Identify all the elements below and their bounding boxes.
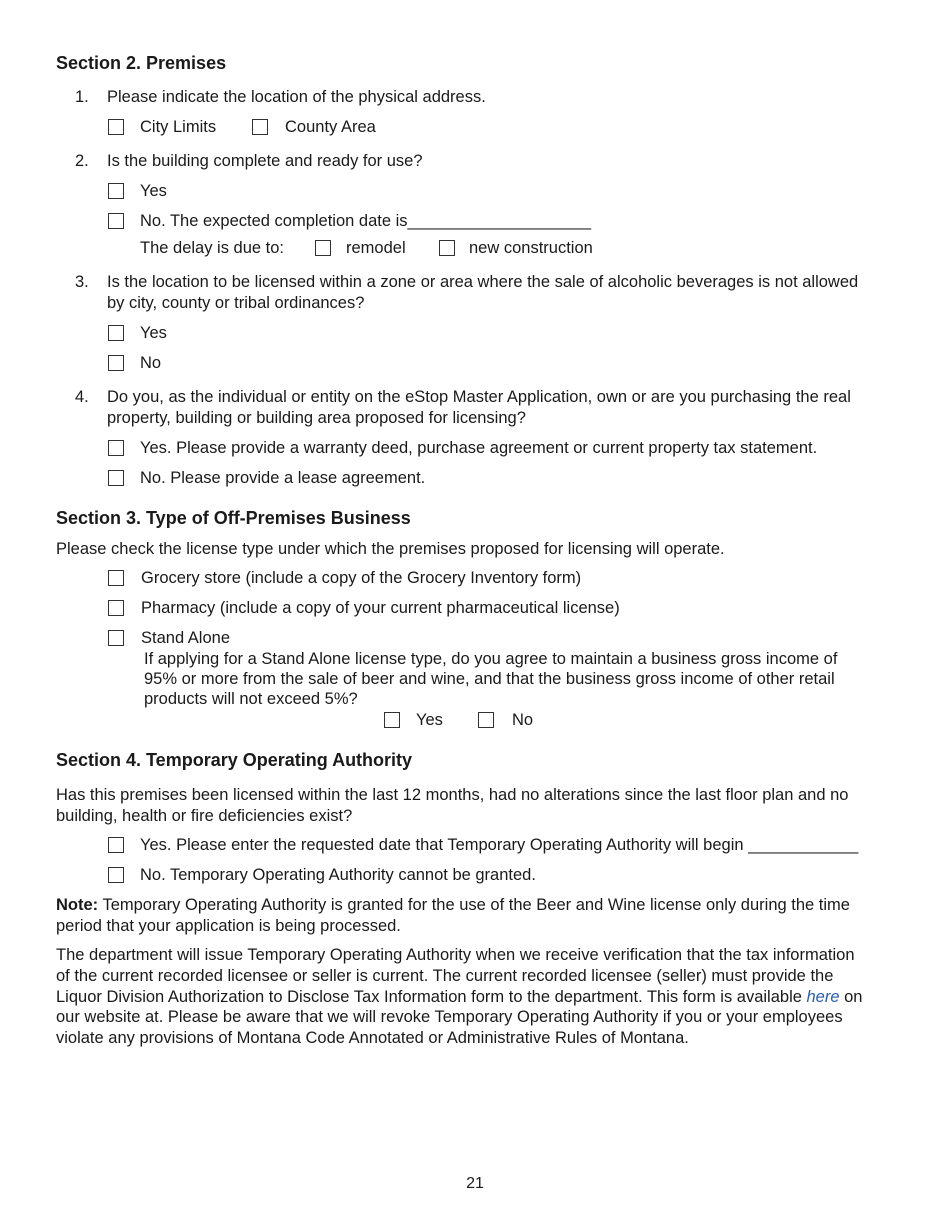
delay-label: The delay is due to: xyxy=(140,239,285,257)
q4-number: 4. xyxy=(75,388,89,406)
toa-paragraph-line4: our website at. Please be aware that we will revoke Temporary Operating Authority if you or your employees xyxy=(56,1008,843,1026)
stand-alone-text-line1: If applying for a Stand Alone license type, do you agree to maintain a business gross income of xyxy=(144,650,838,668)
new-construction-label: new construction xyxy=(469,239,593,257)
county-area-checkbox[interactable] xyxy=(252,119,268,135)
toa-paragraph-line2: of the current recorded licensee or seller is current. The current recorded licensee (seller) must provide the xyxy=(56,967,834,985)
note-text: Temporary Operating Authority is granted for the use of the Beer and Wine license only during the time xyxy=(98,896,850,914)
toa-paragraph-line3 xyxy=(56,988,862,1007)
page-number: 21 xyxy=(466,1175,484,1192)
note-line2: period that your application is being processed. xyxy=(56,917,401,935)
q4-text-line1: Do you, as the individual or entity on the eStop Master Application, own or are you purchasing the real xyxy=(107,388,851,406)
toa-paragraph-line1: The department will issue Temporary Operating Authority when we receive verification that the tax information xyxy=(56,946,855,964)
toa-yes-checkbox[interactable] xyxy=(108,837,124,853)
building-complete-no-checkbox[interactable] xyxy=(108,213,124,229)
zone-restricted-no-label: No xyxy=(140,354,162,372)
q4-text-line2: property, building or building area proposed for licensing? xyxy=(107,409,526,427)
city-limits-label: City Limits xyxy=(140,118,217,136)
zone-restricted-no-checkbox[interactable] xyxy=(108,355,124,371)
here-link[interactable]: here xyxy=(806,988,840,1006)
q2-text: Is the building complete and ready for use? xyxy=(107,152,423,170)
stand-alone-no-label: No xyxy=(512,711,534,729)
zone-restricted-yes-label: Yes xyxy=(140,324,167,342)
county-area-label: County Area xyxy=(285,118,376,136)
stand-alone-label: Stand Alone xyxy=(141,629,230,647)
q1-number: 1. xyxy=(75,88,89,106)
q1-text: Please indicate the location of the physical address. xyxy=(107,88,486,106)
toa-no-label: No. Temporary Operating Authority cannot be granted. xyxy=(140,866,536,884)
own-property-yes-label: Yes. Please provide a warranty deed, purchase agreement or current property tax statement. xyxy=(140,439,818,457)
section2-heading: Section 2. Premises xyxy=(56,53,227,73)
stand-alone-no-checkbox[interactable] xyxy=(478,712,494,728)
grocery-store-checkbox[interactable] xyxy=(108,570,124,586)
section4-heading: Section 4. Temporary Operating Authority xyxy=(56,750,413,770)
own-property-no-checkbox[interactable] xyxy=(108,470,124,486)
section3-heading: Section 3. Type of Off-Premises Business xyxy=(56,508,411,528)
note-label: Note: xyxy=(56,896,99,914)
section4-question-line2: building, health or fire deficiencies exist? xyxy=(56,807,353,825)
remodel-label: remodel xyxy=(346,239,406,257)
toa-no-checkbox[interactable] xyxy=(108,867,124,883)
toa-yes-label: Yes. Please enter the requested date that Temporary Operating Authority will begin ____________ xyxy=(140,836,859,854)
stand-alone-checkbox[interactable] xyxy=(108,630,124,646)
zone-restricted-yes-checkbox[interactable] xyxy=(108,325,124,341)
building-complete-no-label: No. The expected completion date is____________________ xyxy=(140,212,592,230)
stand-alone-yes-checkbox[interactable] xyxy=(384,712,400,728)
q2-number: 2. xyxy=(75,152,89,170)
toa-paragraph-line3-text: Liquor Division Authorization to Disclose Tax Information form to the department. This form is available xyxy=(56,988,807,1006)
building-complete-yes-label: Yes xyxy=(140,182,167,200)
toa-paragraph-line5: violate any provisions of Montana Code Annotated or Administrative Rules of Montana. xyxy=(56,1029,689,1047)
pharmacy-label: Pharmacy (include a copy of your current pharmaceutical license) xyxy=(141,599,620,617)
pharmacy-checkbox[interactable] xyxy=(108,600,124,616)
building-complete-yes-checkbox[interactable] xyxy=(108,183,124,199)
city-limits-checkbox[interactable] xyxy=(108,119,124,135)
q3-number: 3. xyxy=(75,273,89,291)
own-property-no-label: No. Please provide a lease agreement. xyxy=(140,469,426,487)
own-property-yes-checkbox[interactable] xyxy=(108,440,124,456)
grocery-store-label: Grocery store (include a copy of the Grocery Inventory form) xyxy=(141,569,582,587)
toa-paragraph-line3-tail: on xyxy=(839,988,863,1006)
q3-text-line2: by city, county or tribal ordinances? xyxy=(107,294,365,312)
stand-alone-text-line3: products will not exceed 5%? xyxy=(144,690,358,708)
note-line1 xyxy=(56,896,850,915)
q3-text-line1: Is the location to be licensed within a zone or area where the sale of alcoholic beverages is not allowed xyxy=(107,273,859,291)
stand-alone-text-line2: 95% or more from the sale of beer and wine, and that the business gross income of other retail xyxy=(144,670,835,688)
stand-alone-yes-label: Yes xyxy=(416,711,443,729)
section3-intro: Please check the license type under which the premises proposed for licensing will operate. xyxy=(56,540,725,558)
section4-question-line1: Has this premises been licensed within the last 12 months, had no alterations since the last floor plan and no xyxy=(56,786,849,804)
remodel-checkbox[interactable] xyxy=(315,240,331,256)
new-construction-checkbox[interactable] xyxy=(439,240,455,256)
